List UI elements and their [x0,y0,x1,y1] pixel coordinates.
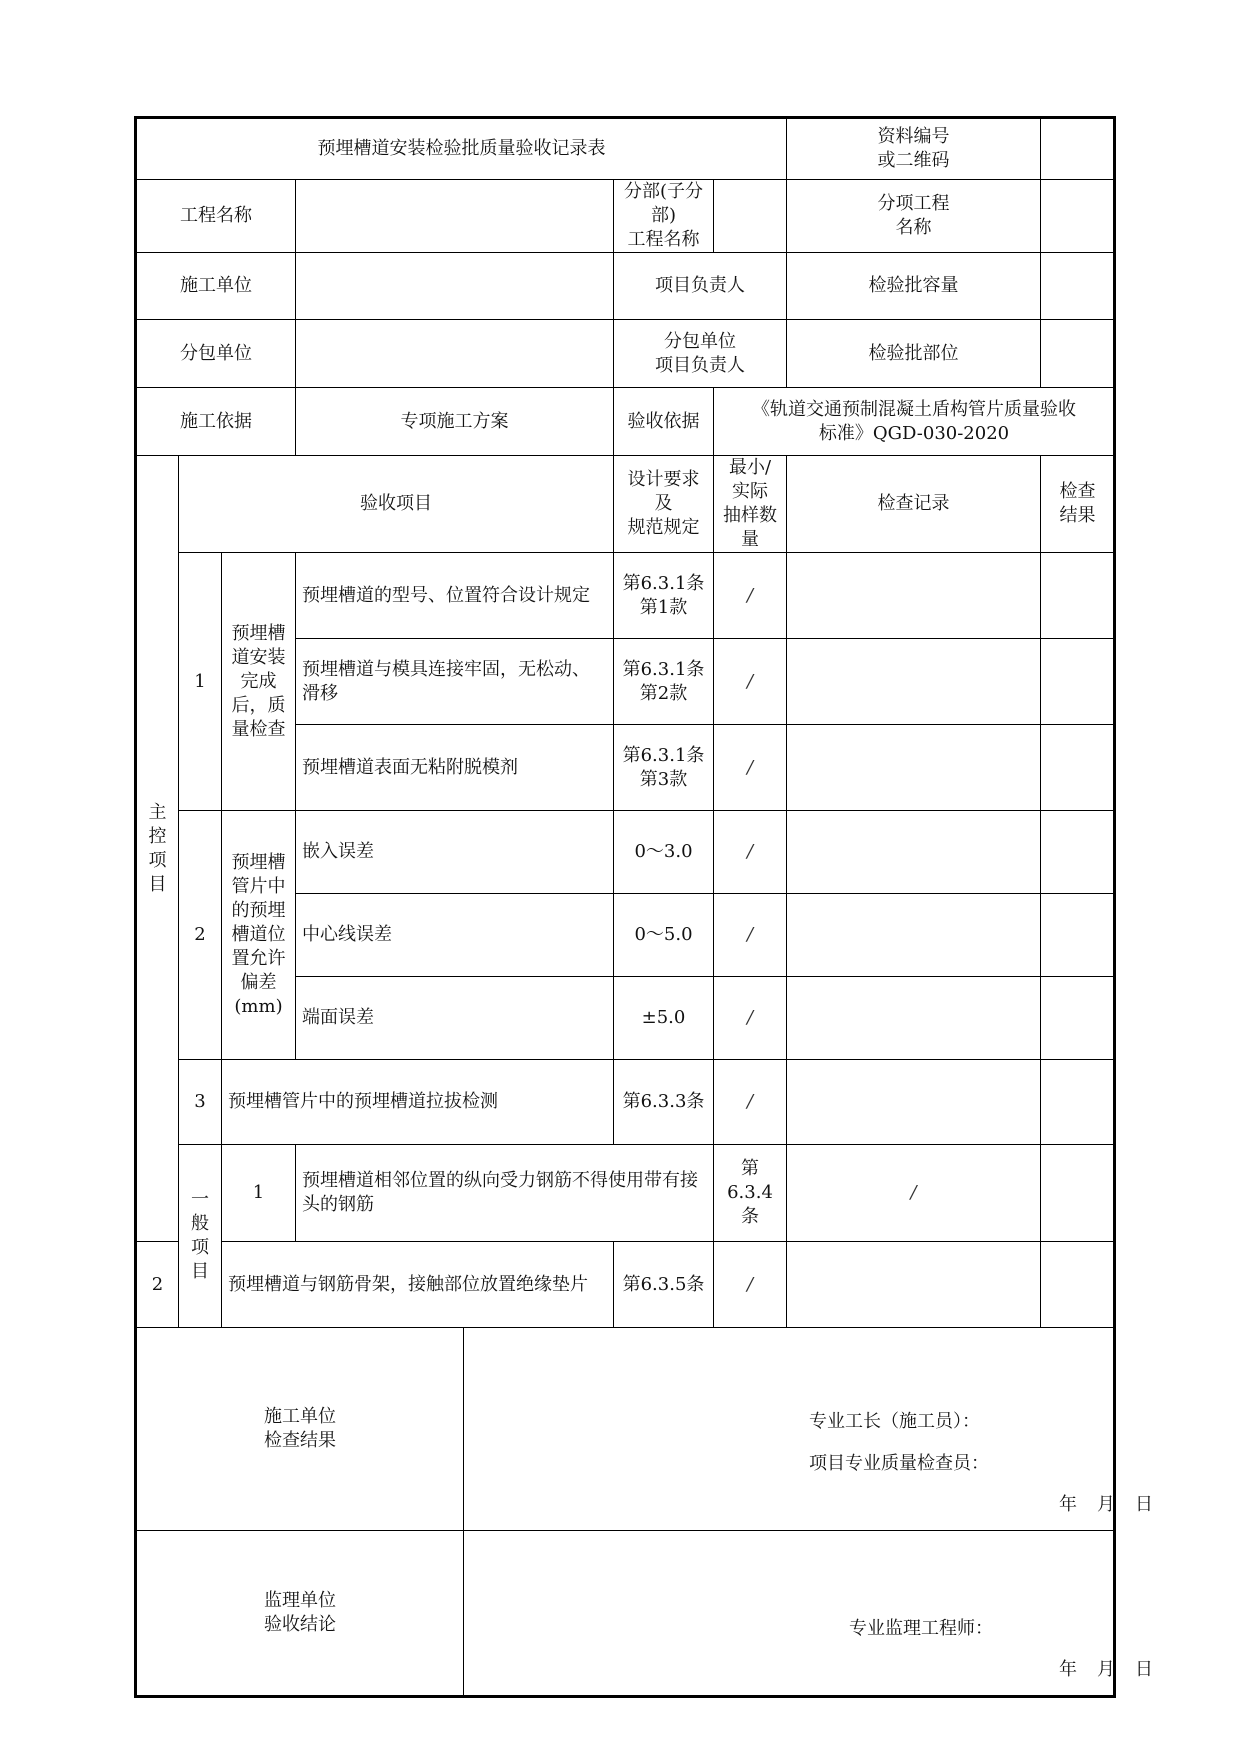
col-header-item: 验收项目 [179,456,614,553]
sub-project-label: 分部(子分部) 工程名称 [614,180,714,253]
sub-item-value[interactable] [1041,180,1115,253]
group2-req: 0～5.0 [614,894,714,977]
group2-item: 中心线误差 [296,894,614,977]
acceptance-basis-value: 《轨道交通预制混凝土盾构管片质量验收 标准》QGD-030-2020 [714,388,1115,456]
check-result-cell[interactable] [1041,639,1115,725]
check-result-cell[interactable] [1041,811,1115,894]
inspection-record-table [134,116,1154,1698]
contractor-check-label: 施工单位 检查结果 [136,1328,464,1531]
general-no: 1 [222,1145,296,1242]
project-manager-label: 项目负责人 [614,253,787,320]
group1-qty[interactable]: / [714,725,787,811]
check-result-cell[interactable] [1041,1242,1115,1328]
general-qty[interactable]: / [714,1242,787,1328]
item3-qty[interactable]: / [714,1060,787,1145]
form-title: 预埋槽道安装检验批质量验收记录表 [136,118,787,180]
check-result-cell[interactable] [1041,725,1115,811]
general-no: 2 [136,1242,179,1328]
check-record-cell[interactable] [787,553,1041,639]
group2-qty[interactable]: / [714,977,787,1060]
foreman-label: 专业工长（施工员）： [809,1411,980,1432]
doc-no-value[interactable] [1041,118,1115,180]
check-record-cell[interactable] [787,811,1041,894]
doc-no-label: 资料编号 或二维码 [787,118,1041,180]
group2-req: ±5.0 [614,977,714,1060]
group2-qty[interactable]: / [714,894,787,977]
group2-item: 端面误差 [296,977,614,1060]
construction-basis-value: 专项施工方案 [296,388,614,456]
group1-item: 预埋槽道表面无粘附脱模剂 [296,725,614,811]
group1-item: 预埋槽道的型号、位置符合设计规定 [296,553,614,639]
group1-qty[interactable]: / [714,639,787,725]
group1-item: 预埋槽道与模具连接牢固，无松动、滑移 [296,639,614,725]
acceptance-basis-label: 验收依据 [614,388,714,456]
batch-location-label: 检验批部位 [787,320,1041,388]
subcontractor-label: 分包单位 [136,320,296,388]
col-header-result: 检查 结果 [1041,456,1115,553]
check-record-cell[interactable] [787,725,1041,811]
group2-item: 嵌入误差 [296,811,614,894]
general-item: 预埋槽道相邻位置的纵向受力钢筋不得使用带有接头的钢筋 [296,1145,714,1242]
supervisor-check-label: 监理单位 验收结论 [136,1531,464,1697]
col-header-design-req: 设计要求及 规范规定 [614,456,714,553]
check-result-cell[interactable] [1041,977,1115,1060]
contractor-signature-area[interactable] [464,1328,1154,1531]
check-record-cell[interactable] [787,977,1041,1060]
check-record-cell[interactable] [787,894,1041,977]
check-record-cell[interactable] [1041,1145,1115,1242]
sub-manager-label: 分包单位 项目负责人 [614,320,787,388]
check-result-cell[interactable] [1041,894,1115,977]
col-header-sample-qty: 最小/实际 抽样数量 [714,456,787,553]
supervisor-date: 年 月 日 [1059,1659,1154,1680]
contractor-date: 年 月 日 [1059,1494,1154,1515]
group1-title: 预埋槽 道安装 完成 后，质 量检查 [222,553,296,811]
inspector-label: 项目专业质量检查员： [809,1453,989,1474]
engineer-label: 专业监理工程师： [849,1618,993,1639]
contractor-value[interactable] [296,253,614,320]
item3-req: 第6.3.3条 [614,1060,714,1145]
item3-item: 预埋槽管片中的预埋槽道拉拔检测 [222,1060,614,1145]
subcontractor-value[interactable] [296,320,614,388]
group1-req: 第6.3.1条 第2款 [614,639,714,725]
col-header-record: 检查记录 [787,456,1041,553]
group1-req: 第6.3.1条 第3款 [614,725,714,811]
group1-qty[interactable]: / [714,553,787,639]
check-record-cell[interactable] [787,1242,1041,1328]
sub-project-value[interactable] [714,180,787,253]
group2-qty[interactable]: / [714,811,787,894]
supervisor-signature-area[interactable] [464,1531,1154,1697]
group2-title: 预埋槽 管片中 的预埋 槽道位 置允许 偏差 (mm) [222,811,296,1060]
group1-req: 第6.3.1条 第1款 [614,553,714,639]
group1-no: 1 [179,553,222,811]
check-result-cell[interactable] [1041,553,1115,639]
batch-capacity-value[interactable] [1041,253,1115,320]
check-record-cell[interactable] [787,1060,1041,1145]
general-req: 第6.3.4条 [714,1145,787,1242]
general-qty[interactable]: / [787,1145,1041,1242]
general-req: 第6.3.5条 [614,1242,714,1328]
general-label: 一 般 项 目 [179,1145,222,1328]
project-name-label: 工程名称 [136,180,296,253]
check-record-cell[interactable] [787,639,1041,725]
main-control-label: 主 控 项 目 [136,456,179,1242]
contractor-label: 施工单位 [136,253,296,320]
construction-basis-label: 施工依据 [136,388,296,456]
project-name-value[interactable] [296,180,614,253]
batch-location-value[interactable] [1041,320,1115,388]
item3-no: 3 [179,1060,222,1145]
batch-capacity-label: 检验批容量 [787,253,1041,320]
check-result-cell[interactable] [1041,1060,1115,1145]
sub-item-label: 分项工程 名称 [787,180,1041,253]
general-item: 预埋槽道与钢筋骨架，接触部位放置绝缘垫片 [222,1242,614,1328]
group2-req: 0～3.0 [614,811,714,894]
group2-no: 2 [179,811,222,1060]
